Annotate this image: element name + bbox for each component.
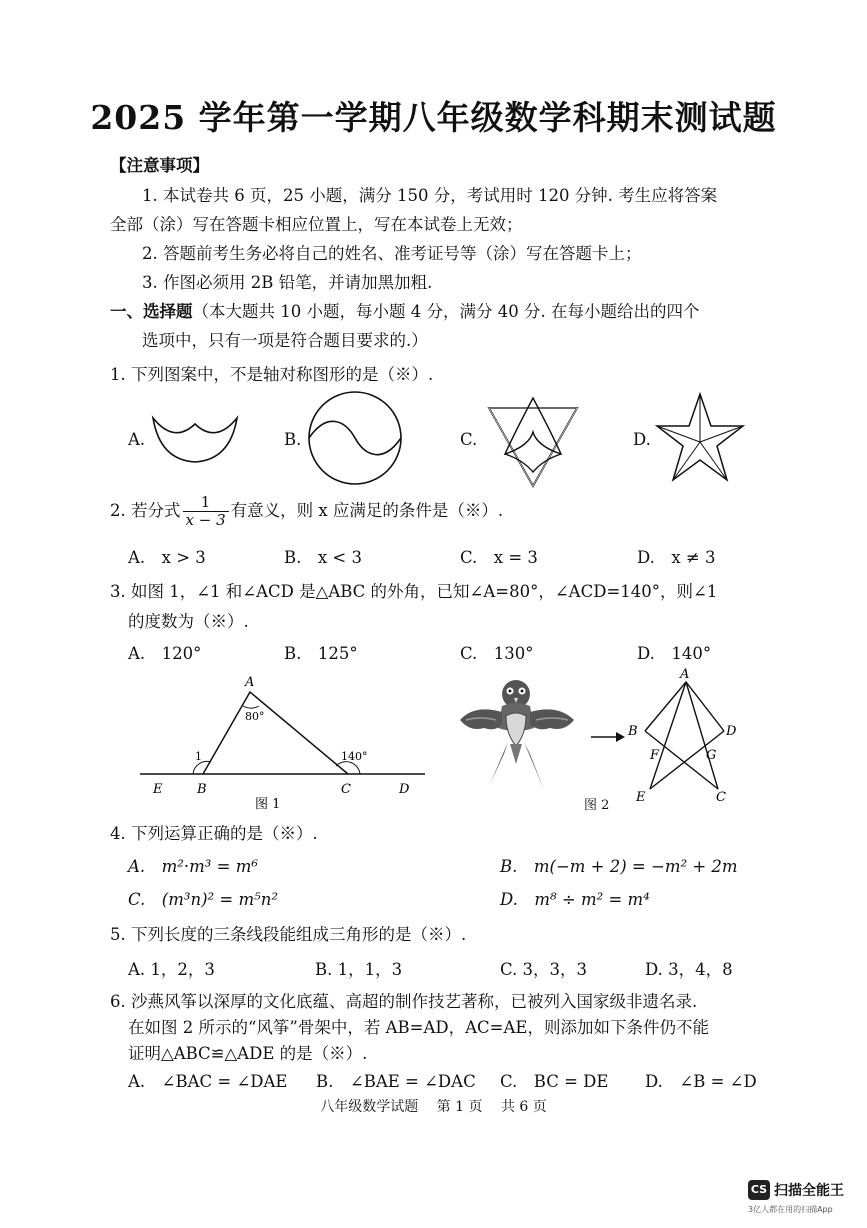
- q6-option-d: D. ∠B = ∠D: [645, 1072, 757, 1091]
- q6-option-a: A. ∠BAC = ∠DAE: [128, 1072, 288, 1091]
- q2-stem-pre: 2. 若分式: [110, 501, 181, 520]
- fig1-angle-c: 140°: [341, 750, 368, 763]
- notice-line-1a: 1. 本试卷共 6 页，25 小题，满分 150 分，考试用时 120 分钟. 考生应将答案: [142, 186, 718, 205]
- q4-stem: 4. 下列运算正确的是（※）.: [110, 824, 318, 843]
- q1-option-c-label: C.: [460, 430, 478, 449]
- page-footer: 八年级数学试题 第 1 页 共 6 页: [320, 1099, 547, 1115]
- q1-figure-a: [150, 410, 240, 470]
- scanner-app-name: 扫描全能王: [774, 1183, 844, 1199]
- q1-figure-c: [483, 396, 583, 491]
- q6-option-c: C. BC = DE: [500, 1072, 609, 1091]
- q4-option-a: A. m²·m³ = m⁶: [128, 857, 259, 876]
- q1-option-a-label: A.: [128, 430, 146, 449]
- fig1-label: 图 1: [255, 797, 281, 812]
- q3-stem-b: 的度数为（※）.: [128, 612, 249, 631]
- q1-option-d-label: D.: [633, 430, 651, 449]
- section-1-heading: 一、选择题: [110, 302, 193, 321]
- figure-1: [135, 670, 435, 815]
- scanner-logo-icon: CS: [748, 1180, 770, 1200]
- fig1-angle-a: 80°: [245, 710, 265, 723]
- q2-option-c: C. x = 3: [460, 548, 538, 567]
- q2-option-a: A. x > 3: [128, 548, 206, 567]
- q6-stem-b: 在如图 2 所示的“风筝”骨架中，若 AB=AD，AC=AE，则添加如下条件仍不能: [128, 1018, 709, 1037]
- q1-stem: 1. 下列图案中，不是轴对称图形的是（※）.: [110, 365, 434, 384]
- q2-option-d: D. x ≠ 3: [637, 548, 716, 567]
- q1-figure-b: [305, 388, 405, 488]
- q2-stem: [110, 494, 503, 529]
- figure-2: [620, 668, 760, 813]
- fig2-point-d: D: [726, 724, 737, 739]
- scanner-tagline: 3亿人都在用的扫描App: [748, 1205, 833, 1214]
- fig1-point-c: C: [341, 782, 351, 797]
- notice-heading: 【注意事项】: [110, 156, 209, 175]
- notice-line-1b: 全部（涂）写在答题卡相应位置上，写在本试卷上无效；: [110, 215, 523, 234]
- q5-option-a: A. 1，2，3: [128, 960, 215, 979]
- fig1-angle-1: 1: [195, 750, 202, 763]
- fig2-point-c: C: [716, 790, 726, 805]
- q1-option-b-label: B.: [284, 430, 302, 449]
- fig1-point-d: D: [399, 782, 410, 797]
- fig2-label: 图 2: [584, 798, 610, 813]
- notice-line-3: 3. 作图必须用 2B 铅笔，并请加黑加粗.: [142, 273, 433, 292]
- fig1-point-a: A: [245, 675, 255, 690]
- q2-fraction-numerator: 1: [183, 494, 229, 512]
- q6-stem-c: 证明△ABC≌△ADE 的是（※）.: [128, 1044, 368, 1063]
- q3-option-b: B. 125°: [284, 644, 358, 663]
- q2-fraction: [183, 494, 229, 529]
- q2-option-b: B. x < 3: [284, 548, 362, 567]
- fig1-point-e: E: [153, 782, 163, 797]
- fig1-point-b: B: [197, 782, 207, 797]
- q4-option-b: B. m(−m + 2) = −m² + 2m: [500, 857, 738, 876]
- q4-option-d: D. m⁸ ÷ m² = m⁴: [500, 890, 650, 909]
- q5-stem: 5. 下列长度的三条线段能组成三角形的是（※）.: [110, 925, 467, 944]
- q3-option-d: D. 140°: [637, 644, 712, 663]
- section-1-desc-b: 选项中，只有一项是符合题目要求的.）: [142, 331, 428, 350]
- section-1-header: [110, 298, 699, 322]
- q5-option-d: D. 3，4，8: [645, 960, 733, 979]
- fig2-point-b: B: [628, 724, 638, 739]
- kite-picture: [452, 674, 582, 798]
- notice-line-2: 2. 答题前考生务必将自己的姓名、准考证号等（涂）写在答题卡上；: [142, 244, 642, 263]
- q2-stem-post: 有意义，则 x 应满足的条件是（※）.: [230, 501, 504, 520]
- scanner-watermark: [748, 1178, 852, 1218]
- fig2-point-e: E: [636, 790, 646, 805]
- q2-fraction-denominator: x − 3: [185, 511, 226, 529]
- section-1-desc-a: （本大题共 10 小题，每小题 4 分，满分 40 分. 在每小题给出的四个: [192, 302, 700, 321]
- q6-stem-a: 6. 沙燕风筝以深厚的文化底蕴、高超的制作技艺著称，已被列入国家级非遗名录.: [110, 992, 698, 1011]
- q5-option-c: C. 3，3，3: [500, 960, 588, 979]
- q5-option-b: B. 1，1，3: [315, 960, 403, 979]
- q3-stem-a: 3. 如图 1，∠1 和∠ACD 是△ABC 的外角，已知∠A=80°，∠ACD=140°，则∠1: [110, 582, 718, 601]
- page-title: 2025 学年第一学期八年级数学科期末测试题: [90, 98, 777, 137]
- q3-option-c: C. 130°: [460, 644, 534, 663]
- fig2-point-a: A: [680, 668, 690, 682]
- q6-option-b: B. ∠BAE = ∠DAC: [316, 1072, 476, 1091]
- q1-figure-d: [655, 390, 745, 485]
- fig2-point-g: G: [706, 748, 717, 763]
- fig2-point-f: F: [650, 748, 660, 763]
- q4-option-c: C. (m³n)² = m⁵n²: [128, 890, 278, 909]
- q3-option-a: A. 120°: [128, 644, 202, 663]
